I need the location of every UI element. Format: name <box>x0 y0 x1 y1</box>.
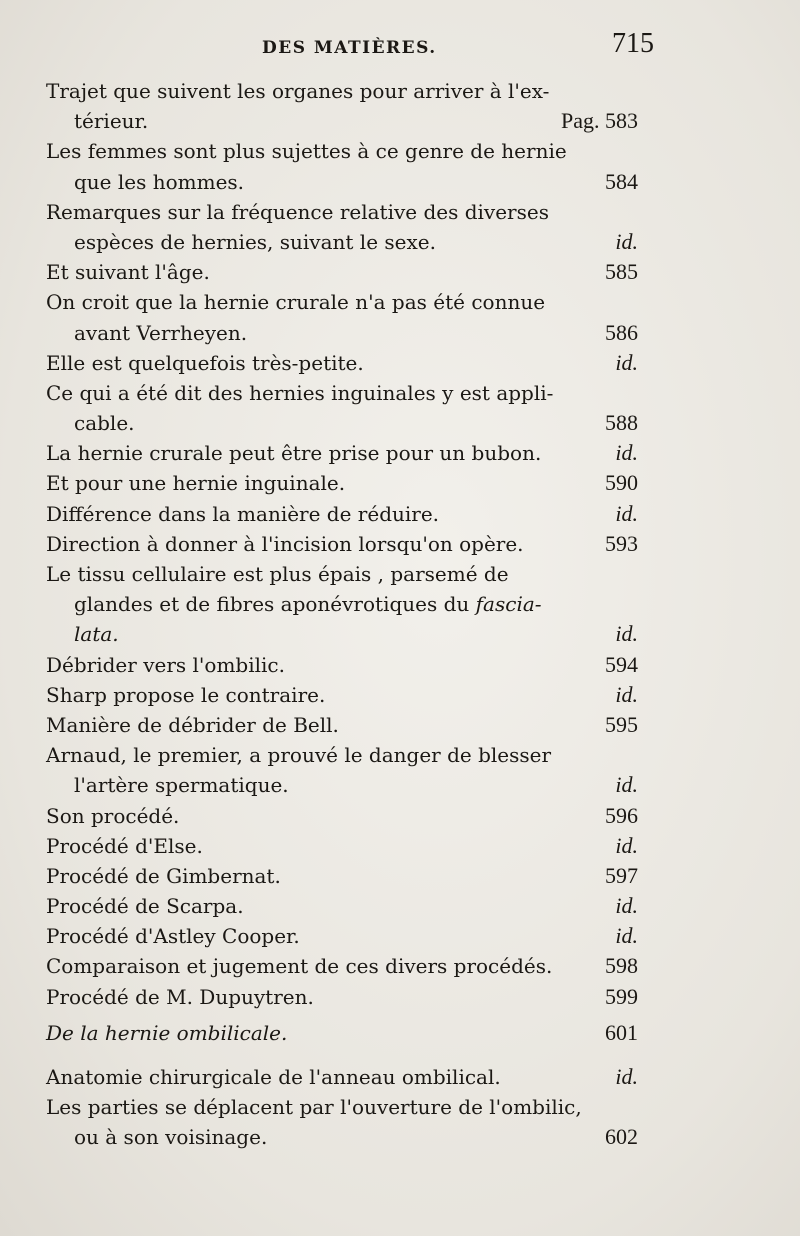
toc-entry <box>46 438 638 468</box>
toc-entry-text: que les hommes. <box>74 169 245 194</box>
toc-entry-text: cable. <box>74 411 135 436</box>
toc-page-ref: 596 <box>605 802 638 828</box>
toc-entry <box>46 378 638 438</box>
toc-entry-text: Les parties se déplacent par l'ouverture de l'ombilic, <box>46 1095 582 1120</box>
toc-entry <box>46 831 638 861</box>
toc-entry-line <box>46 499 638 529</box>
toc-entry-line <box>46 257 638 287</box>
toc-entry-text: La hernie crurale peut être prise pour un bubon. <box>46 441 542 466</box>
toc-entry-text: Manière de débrider de Bell. <box>46 712 339 737</box>
toc-entry-line <box>46 801 638 831</box>
toc-entry-text: Les femmes sont plus sujettes à ce genre de hernie <box>46 139 567 164</box>
toc-entry-text: Procédé d'Astley Cooper. <box>46 924 300 949</box>
toc-entry-text: Procédé d'Else. <box>46 833 203 858</box>
toc-entry-line <box>46 106 638 136</box>
toc-page-ref: id. <box>615 440 638 466</box>
toc-entry <box>46 680 638 710</box>
toc-page-ref: id. <box>615 1064 638 1089</box>
toc-entry <box>46 76 638 136</box>
toc-entry-text: Débrider vers l'ombilic. <box>46 652 285 677</box>
toc-entry-line <box>46 468 638 498</box>
page-number: 715 <box>612 28 654 59</box>
toc-page-ref: id. <box>615 772 638 798</box>
toc-entry <box>46 499 638 529</box>
toc-page-ref: Pag. 583 <box>561 108 638 134</box>
toc-entry-text: Trajet que suivent les organes pour arriver à l'ex- <box>46 79 550 103</box>
toc-entry-line <box>46 197 638 227</box>
toc-entry-line <box>46 831 638 861</box>
toc-entry-line <box>46 1062 638 1092</box>
toc-entry <box>46 710 638 740</box>
toc-entry-text: Elle est quelquefois très-petite. <box>46 350 364 375</box>
toc-page-ref: 588 <box>605 410 638 436</box>
toc-entry-line <box>46 680 638 710</box>
toc-page-ref: id. <box>615 923 638 949</box>
section-page-ref: 601 <box>605 1019 638 1045</box>
toc-entry <box>46 257 638 287</box>
toc-entry-line <box>46 982 638 1012</box>
toc-entry-line <box>46 167 638 197</box>
page-header <box>0 28 800 76</box>
toc-page-ref: 597 <box>605 862 638 888</box>
running-title: DES MATIÈRES. <box>262 38 437 58</box>
toc-entry <box>46 529 638 559</box>
toc-page-ref: id. <box>615 681 638 707</box>
toc-entry-line <box>46 650 638 680</box>
toc-page-ref: 602 <box>605 1124 638 1150</box>
toc-entry <box>46 197 638 257</box>
toc-entry-line <box>46 951 638 981</box>
toc-entry-line <box>46 861 638 891</box>
toc-entry-line <box>46 1092 638 1122</box>
toc-entry-text: Ce qui a été dit des hernies inguinales y est appli- <box>46 380 554 405</box>
section-title: De la hernie ombilicale. <box>46 1020 288 1045</box>
toc-entry-line <box>46 559 638 589</box>
toc-entry-line <box>46 318 638 348</box>
toc-page-ref: id. <box>615 893 638 919</box>
toc-entry-text: Et suivant l'âge. <box>46 260 210 285</box>
toc-entry <box>46 468 638 498</box>
toc-entry-line <box>46 770 638 800</box>
toc-entry-text: glandes et de fibres aponévrotiques du fascia- <box>74 592 542 617</box>
toc-page-ref: id. <box>615 349 638 375</box>
toc-entry-line <box>46 891 638 921</box>
toc-entry-line <box>46 710 638 740</box>
toc-entry-text: térieur. <box>74 109 149 134</box>
toc-entry-text: Remarques sur la fréquence relative des diverses <box>46 199 549 224</box>
section-heading-line <box>46 1018 638 1048</box>
toc-entry <box>46 801 638 831</box>
toc-page-ref: 598 <box>605 953 638 979</box>
toc-entry <box>46 921 638 951</box>
toc-entry-text: Arnaud, le premier, a prouvé le danger de blesser <box>46 743 552 768</box>
toc-entry <box>46 348 638 378</box>
toc-entry-text: Anatomie chirurgicale de l'anneau ombilical. <box>46 1065 501 1089</box>
toc-page-ref: id. <box>615 832 638 858</box>
toc-entry-text: Procédé de Gimbernat. <box>46 863 281 888</box>
toc-entry <box>46 982 638 1012</box>
toc-entry <box>46 740 638 800</box>
toc-page-ref: id. <box>615 228 638 254</box>
toc-entry-text: Comparaison et jugement de ces divers procédés. <box>46 954 553 979</box>
toc-entry-text: ou à son voisinage. <box>74 1125 268 1150</box>
toc-page-ref: 590 <box>605 470 638 496</box>
section-heading <box>46 1018 638 1048</box>
toc-entry-line <box>46 136 638 166</box>
table-of-contents <box>46 76 638 1153</box>
toc-entry <box>46 650 638 680</box>
toc-entry-text: Son procédé. <box>46 803 180 828</box>
toc-entry-text: Sharp propose le contraire. <box>46 682 326 707</box>
toc-entry-line <box>46 438 638 468</box>
toc-entry-text: Procédé de Scarpa. <box>46 894 244 919</box>
toc-entry-line <box>46 348 638 378</box>
toc-entry-text: Procédé de M. Dupuytren. <box>46 984 314 1009</box>
toc-entry-text: Différence dans la manière de réduire. <box>46 501 440 526</box>
toc-page-ref: 595 <box>605 711 638 737</box>
toc-entry-text: Et pour une hernie inguinale. <box>46 471 346 496</box>
toc-page-ref: 584 <box>605 168 638 194</box>
toc-entry <box>46 951 638 981</box>
toc-entry-line <box>46 76 638 106</box>
toc-entry-line <box>46 378 638 408</box>
toc-page-ref: 593 <box>605 530 638 556</box>
toc-entry <box>46 136 638 196</box>
toc-entry-line <box>46 589 638 619</box>
toc-entry-line <box>46 408 638 438</box>
toc-entry-line <box>46 1122 638 1152</box>
toc-entry <box>46 861 638 891</box>
toc-entry <box>46 891 638 921</box>
toc-page-ref: 599 <box>605 983 638 1009</box>
toc-entry-text: Le tissu cellulaire est plus épais , parsemé de <box>46 562 509 586</box>
toc-entry-line <box>46 529 638 559</box>
toc-entry <box>46 1092 638 1152</box>
toc-page-ref: 586 <box>605 319 638 345</box>
toc-entry-text: Direction à donner à l'incision lorsqu'on opère. <box>46 531 524 556</box>
toc-entry-text: On croit que la hernie crurale n'a pas été connue <box>46 290 546 315</box>
toc-entry <box>46 287 638 347</box>
toc-entry-text: avant Verrheyen. <box>74 320 248 345</box>
toc-page-ref: id. <box>615 500 638 526</box>
toc-page-ref: 585 <box>605 259 638 285</box>
toc-page-ref: id. <box>615 621 638 647</box>
toc-entry-text: lata. <box>74 622 119 647</box>
toc-entry-line <box>46 921 638 951</box>
toc-entry-text: espèces de hernies, suivant le sexe. <box>74 229 436 254</box>
toc-entry-line <box>46 740 638 770</box>
toc-entry-line <box>46 227 638 257</box>
toc-entry <box>46 559 638 650</box>
toc-entry-text: l'artère spermatique. <box>74 773 289 798</box>
toc-entry <box>46 1062 638 1092</box>
toc-page-ref: 594 <box>605 651 638 677</box>
toc-entry-line <box>46 619 638 649</box>
toc-entry-line <box>46 287 638 317</box>
